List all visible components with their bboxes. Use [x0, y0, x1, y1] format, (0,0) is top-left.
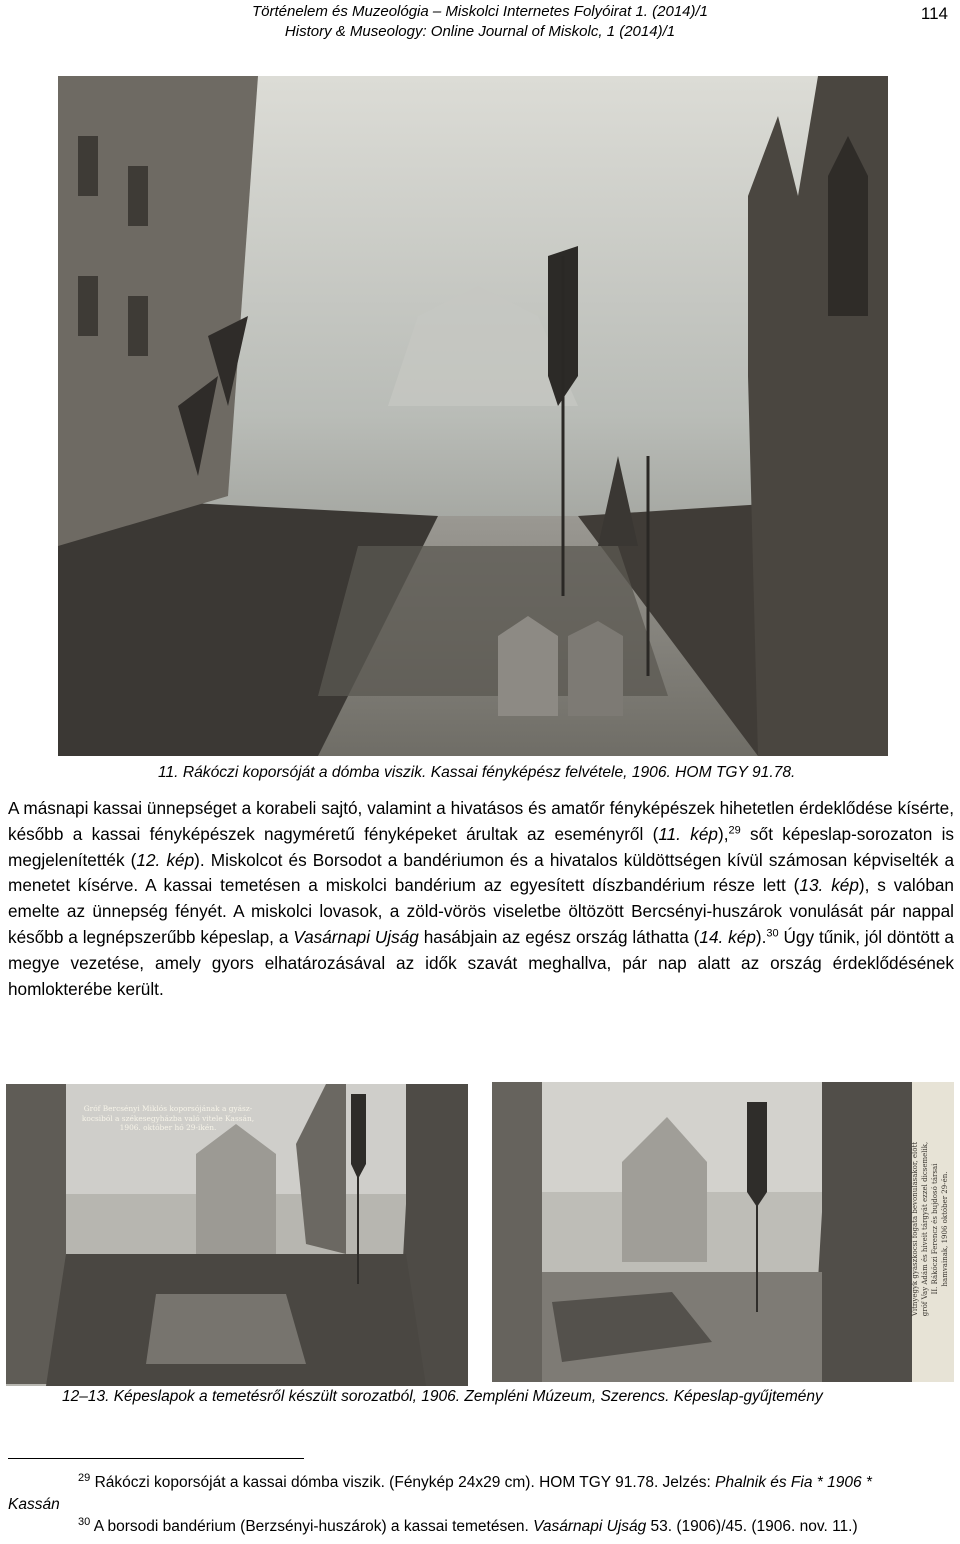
footnote-29	[78, 1473, 954, 1493]
postcard-12	[6, 1084, 468, 1386]
page-number: 114	[920, 4, 948, 23]
body-text-part: A másnapi kassai ünnepséget a korabeli sajtó, valamint a hivatásos és amatőr fényképészek hihetetlen érdeklődése kísérte, később a kassai fényképészek nagyméretű fényképeket árultak az eseményről (	[8, 798, 954, 844]
body-text-part: ). Miskolcot és Borsodot a bandériumon és a hivatalos küldöttségen kívül számosan képviselték a menetet kísérve. A kassai temetésen a miskolci bandérium az egyesített díszbandérium része lett (	[8, 849, 955, 896]
inscription-line: 1906. október hó 29-ikén.	[119, 1123, 217, 1132]
inscription-line: hamvainak, 1906 október 29-én.	[941, 1171, 949, 1287]
footnote-30-text: A borsodi bandérium (Berzsényi-huszárok) a kassai temetésen.	[93, 1518, 534, 1535]
journal-name: Vasárnapi Ujság	[293, 926, 419, 947]
figure-ref-12: 12. kép	[136, 849, 195, 870]
body-text-part: ).	[755, 926, 767, 947]
inscription-line: Vitnyegyk gyászkocsi fogata bevonulásakor, előtt	[911, 1141, 919, 1317]
body-text-part: ),	[717, 823, 729, 844]
postcard-13	[492, 1082, 954, 1382]
body-paragraph	[8, 796, 954, 1002]
postcard-13-drawing	[492, 1082, 954, 1382]
journal-title-en: History & Museology: Online Journal of Miskolc, 1 (2014)/1	[284, 23, 676, 40]
body-text-part: ), s valóban emelte az ünnepség fényét. A miskolci lovasok, a zöld-vörös viseletbe öltözött Bercsényi-huszárok vonulását pár nappal később a legnépszerűbb képeslap, a	[8, 875, 954, 947]
figure-ref-11: 11. kép	[658, 823, 718, 844]
postcard-13-inscription	[910, 1084, 954, 1374]
photo-funeral-procession	[58, 76, 888, 756]
footnote-30-mark: 30	[78, 1515, 91, 1528]
body-text-part: hasábjain az egész ország láthatta (	[418, 926, 700, 947]
footnote-29-inscription: Phalnik és Fia * 1906 *	[715, 1474, 872, 1491]
postcard-12-inscription	[68, 1104, 268, 1133]
footnote-30-tail: 53. (1906)/45. (1906. nov. 11.)	[646, 1518, 858, 1535]
body-text-part: sőt képeslap-sorozaton is megjelenítették (	[8, 823, 955, 870]
footnote-separator	[8, 1458, 304, 1459]
footnote-29-mark: 29	[78, 1471, 91, 1484]
figure-ref-13: 13. kép	[799, 875, 859, 896]
inscription-line: gróf Vay Adám és hiveit tárgyát ezzel dicsemelik,	[921, 1141, 929, 1317]
footnote-ref-29[interactable]: 29	[728, 824, 741, 837]
footnote-30	[78, 1517, 954, 1537]
footnote-ref-30[interactable]: 30	[766, 927, 779, 940]
footnote-30-journal: Vasárnapi Ujság	[533, 1518, 647, 1535]
journal-header	[0, 2, 960, 42]
body-text-part: Úgy tűnik, jól döntött a megye vezetése, amely gyors elhatározásával az idők szavát meghallva, pár nap alatt az ország érdeklődésének homlokterébe került.	[8, 926, 954, 999]
figure-11-caption: 11. Rákóczi koporsóját a dómba viszik. Kassai fényképész felvétele, 1906. HOM TGY 91.78.	[158, 764, 796, 781]
figure-12-13-caption: 12–13. Képeslapok a temetésről készült sorozatból, 1906. Zempléni Múzeum, Szerencs. Képeslap-gyűjtemény	[62, 1388, 823, 1405]
figure-ref-14: 14. kép	[699, 926, 756, 947]
inscription-line: Gróf Bercsényi Miklós koporsójának a gyász-	[83, 1104, 253, 1113]
footnote-29-continuation: Kassán	[8, 1496, 60, 1513]
journal-title-hu: Történelem és Muzeológia – Miskolci Internetes Folyóirat 1. (2014)/1	[251, 3, 709, 20]
photo-procession-drawing	[58, 76, 888, 756]
inscription-line: II. Rákóczi Ferencz és bujdosó társai	[931, 1163, 939, 1295]
inscription-line: kocsiból a székesegyházba való vitele Kassán,	[81, 1113, 255, 1123]
footnote-29-text: Rákóczi koporsóját a kassai dómba viszik. (Fénykép 24x29 cm). HOM TGY 91.78. Jelzés:	[94, 1474, 716, 1491]
